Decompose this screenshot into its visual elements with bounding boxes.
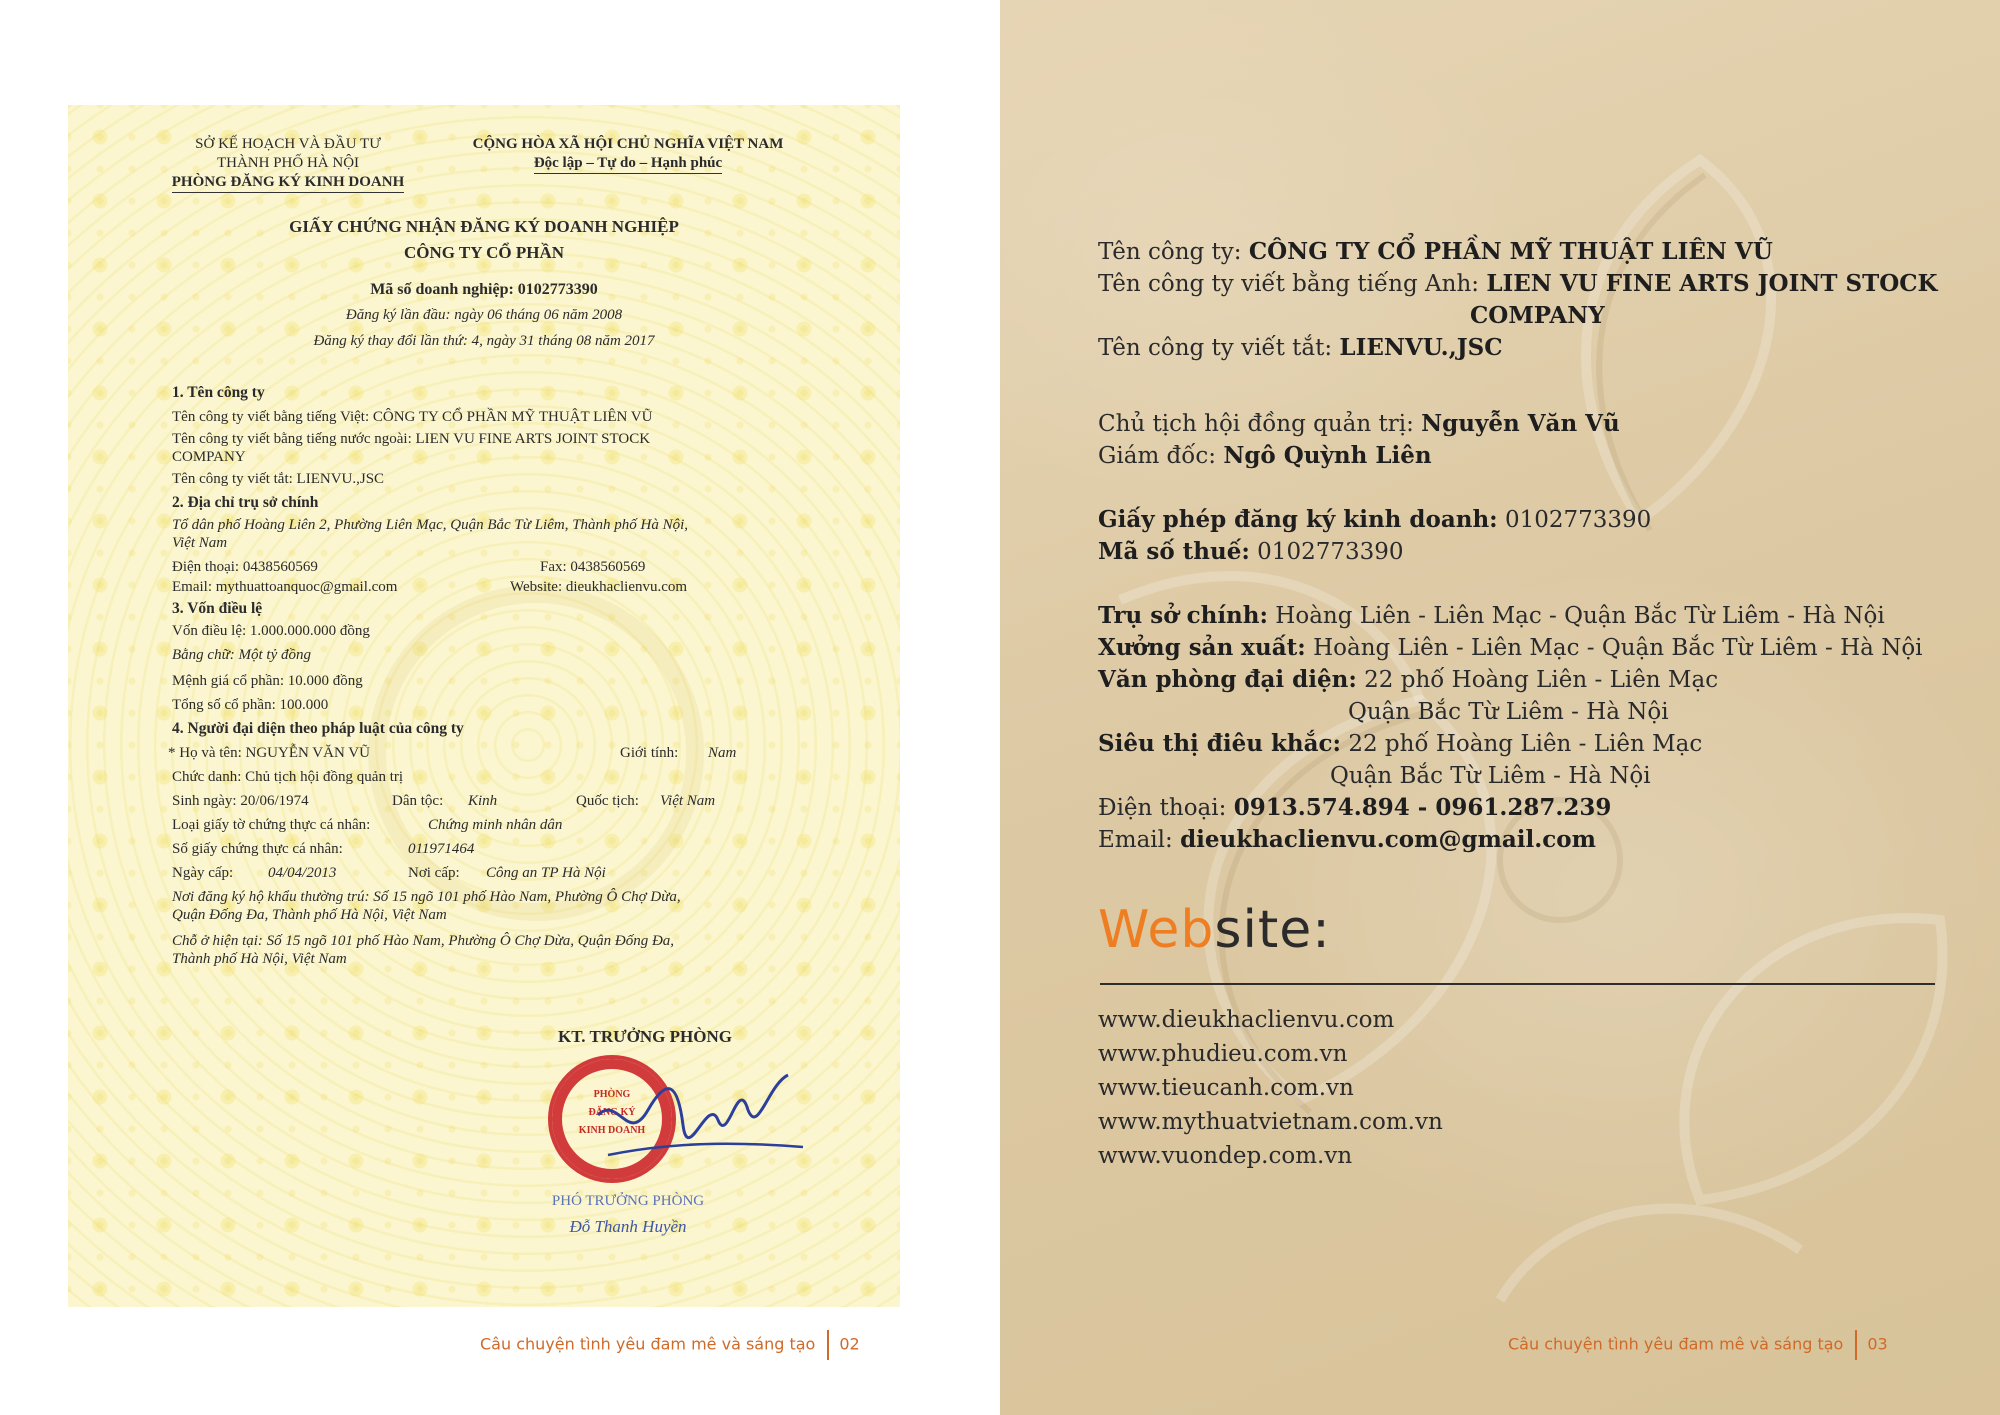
nationality-label: Quốc tịch: xyxy=(576,793,639,809)
tax-row xyxy=(1098,536,1404,568)
first-registration: Đăng ký lần đầu: ngày 06 tháng 06 năm 2008 xyxy=(345,307,623,323)
issue-date-label: Ngày cấp: xyxy=(172,865,234,881)
company-en-label: Tên công ty viết bằng tiếng Anh: xyxy=(1098,271,1480,297)
fax-line: Fax: 0438560569 xyxy=(540,559,646,575)
representative-name: * Họ và tên: NGUYỄN VĂN VŨ xyxy=(168,745,370,761)
issuer-header xyxy=(158,135,418,193)
headquarters-row xyxy=(1098,600,1885,632)
office-address-1: 22 phố Hoàng Liên - Liên Mạc xyxy=(1364,667,1719,693)
phone-line: Điện thoại: 0438560569 xyxy=(172,559,318,575)
office-address-2: Quận Bắc Từ Liêm - Hà Nội xyxy=(1348,699,1669,725)
headquarters-label: Trụ sở chính: xyxy=(1098,602,1268,629)
id-number-value: 011971464 xyxy=(408,841,475,857)
enterprise-code: Mã số doanh nghiệp: 0102773390 xyxy=(370,281,598,298)
website-links xyxy=(1098,1003,1443,1173)
national-motto: Độc lập – Tự do – Hạnh phúc xyxy=(534,154,722,174)
director-label: Giám đốc: xyxy=(1098,443,1216,469)
chairman-row xyxy=(1098,408,1620,440)
store-address-1: 22 phố Hoàng Liên - Liên Mạc xyxy=(1348,731,1703,757)
footer-tagline: Câu chuyện tình yêu đam mê và sáng tạo xyxy=(480,1334,816,1354)
page-number: 03 xyxy=(1867,1334,1888,1354)
company-name-foreign-2: COMPANY xyxy=(172,449,246,465)
website-link[interactable]: www.mythuatvietnam.com.vn xyxy=(1098,1109,1443,1135)
director-name: Ngô Quỳnh Liên xyxy=(1223,442,1432,469)
website-heading-web: Web xyxy=(1098,900,1215,960)
director-row xyxy=(1098,440,1432,472)
signer-name: Đỗ Thanh Huyền xyxy=(569,1217,687,1236)
office-row-2 xyxy=(1348,696,1669,728)
company-name-vn: Tên công ty viết bằng tiếng Việt: CÔNG TY CỔ PHẦN MỸ THUẬT LIÊN VŨ xyxy=(172,409,653,425)
handwritten-signature xyxy=(588,1055,808,1165)
website-link[interactable]: www.vuondep.com.vn xyxy=(1098,1143,1353,1169)
section-3-title: 3. Vốn điều lệ xyxy=(172,600,263,617)
company-en-row xyxy=(1098,268,1938,300)
change-registration: Đăng ký thay đổi lần thứ: 4, ngày 31 tháng 08 năm 2017 xyxy=(313,333,655,349)
company-abbr-row xyxy=(1098,332,1503,364)
position-line: Chức danh: Chủ tịch hội đồng quản trị xyxy=(172,769,404,785)
footer-right xyxy=(1508,1330,1888,1360)
nationality-value: Việt Nam xyxy=(660,793,716,809)
permanent-address-2: Quận Đống Đa, Thành phố Hà Nội, Việt Nam xyxy=(172,907,447,923)
store-row xyxy=(1098,728,1702,760)
phone-numbers: 0913.574.894 - 0961.287.239 xyxy=(1233,794,1612,821)
certificate-title: GIẤY CHỨNG NHẬN ĐĂNG KÝ DOANH NGHIỆP xyxy=(289,217,679,236)
section-2-title: 2. Địa chỉ trụ sở chính xyxy=(172,494,319,511)
gender-value: Nam xyxy=(708,745,737,761)
issue-date-value: 04/04/2013 xyxy=(268,865,337,881)
birth-line: Sinh ngày: 20/06/1974 xyxy=(172,793,309,809)
company-en-name-2: COMPANY xyxy=(1470,302,1605,329)
company-en-name-1: LIEN VU FINE ARTS JOINT STOCK xyxy=(1486,270,1938,297)
website-link[interactable]: www.dieukhaclienvu.com xyxy=(1098,1007,1395,1033)
capital-in-words: Bằng chữ: Một tỷ đồng xyxy=(172,647,311,663)
address-line-1: Tổ dân phố Hoàng Liên 2, Phường Liên Mạc, Quận Bắc Từ Liêm, Thành phố Hà Nội, xyxy=(172,517,689,533)
business-registration-certificate xyxy=(68,105,900,1307)
email-row xyxy=(1098,824,1596,856)
workshop-row xyxy=(1098,632,1923,664)
website-link[interactable]: www.tieucanh.com.vn xyxy=(1098,1075,1354,1101)
current-address-2: Thành phố Hà Nội, Việt Nam xyxy=(172,951,347,967)
company-abbr: LIENVU.,JSC xyxy=(1339,334,1503,361)
license-number: 0102773390 xyxy=(1504,507,1652,533)
national-header xyxy=(458,135,798,174)
company-name-foreign-1: Tên công ty viết bằng tiếng nước ngoài: LIEN VU FINE ARTS JOINT STOCK xyxy=(172,431,651,447)
website-divider xyxy=(1100,983,1935,985)
section-4-title: 4. Người đại diện theo pháp luật của công ty xyxy=(172,720,464,737)
id-number-label: Số giấy chứng thực cá nhân: xyxy=(172,841,343,857)
email-line: Email: mythuattoanquoc@gmail.com xyxy=(172,579,398,595)
footer-tagline: Câu chuyện tình yêu đam mê và sáng tạo xyxy=(1508,1334,1844,1354)
website-heading-site: site: xyxy=(1214,900,1331,960)
footer-divider xyxy=(827,1330,829,1360)
charter-capital: Vốn điều lệ: 1.000.000.000 đồng xyxy=(172,623,370,639)
store-address-2: Quận Bắc Từ Liêm - Hà Nội xyxy=(1330,763,1651,789)
issue-place-label: Nơi cấp: xyxy=(408,865,460,881)
phone-row xyxy=(1098,792,1611,824)
ethnic-value: Kinh xyxy=(468,793,498,809)
tax-number: 0102773390 xyxy=(1257,539,1404,565)
chairman-label: Chủ tịch hội đồng quản trị: xyxy=(1098,411,1414,437)
company-en-row-2 xyxy=(1470,300,1605,332)
license-label: Giấy phép đăng ký kinh doanh: xyxy=(1098,506,1498,533)
footer-left xyxy=(480,1330,860,1360)
issue-place-value: Công an TP Hà Nội xyxy=(486,865,606,881)
stamp-text-1: PHÒNG xyxy=(593,1089,631,1100)
national-title: CỘNG HÒA XÃ HỘI CHỦ NGHĨA VIỆT NAM xyxy=(472,136,784,152)
workshop-label: Xưởng sản xuất: xyxy=(1098,634,1306,661)
issuer-line-2: THÀNH PHỐ HÀ NỘI xyxy=(216,155,360,171)
total-shares: Tổng số cổ phần: 100.000 xyxy=(172,697,329,713)
website-link[interactable]: www.phudieu.com.vn xyxy=(1098,1041,1348,1067)
tax-label: Mã số thuế: xyxy=(1098,538,1250,565)
company-name-label: Tên công ty: xyxy=(1098,239,1242,265)
stamp-text-3: KINH DOANH xyxy=(578,1125,646,1136)
certificate-subtitle: CÔNG TY CỔ PHẦN xyxy=(403,243,565,262)
store-label: Siêu thị điêu khắc: xyxy=(1098,730,1342,757)
issuer-line-1: SỞ KẾ HOẠCH VÀ ĐẦU TƯ xyxy=(195,136,381,152)
gender-label: Giới tính: xyxy=(620,745,679,761)
headquarters-address: Hoàng Liên - Liên Mạc - Quận Bắc Từ Liêm - Hà Nội xyxy=(1275,603,1885,629)
signer-title: KT. TRƯỞNG PHÒNG xyxy=(558,1027,732,1046)
email-address: dieukhaclienvu.com@gmail.com xyxy=(1180,826,1596,853)
website-heading xyxy=(1098,900,1331,960)
section-1-title: 1. Tên công ty xyxy=(172,384,265,401)
footer-divider xyxy=(1855,1330,1857,1360)
id-type-label: Loại giấy tờ chứng thực cá nhân: xyxy=(172,817,371,833)
company-name: CÔNG TY CỔ PHẦN MỸ THUẬT LIÊN VŨ xyxy=(1248,238,1773,265)
email-label: Email: xyxy=(1098,827,1173,853)
stamp-text-2: ĐĂNG KÝ xyxy=(588,1107,636,1118)
store-row-2 xyxy=(1330,760,1651,792)
page-number: 02 xyxy=(839,1334,860,1354)
phone-label: Điện thoại: xyxy=(1098,795,1227,821)
address-line-2: Việt Nam xyxy=(172,535,228,551)
company-name-row xyxy=(1098,236,1773,268)
id-type-value: Chứng minh nhân dân xyxy=(428,817,563,833)
signer-position: PHÓ TRƯỞNG PHÒNG xyxy=(551,1193,705,1209)
company-abbr-label: Tên công ty viết tắt: xyxy=(1098,335,1333,361)
ethnic-label: Dân tộc: xyxy=(392,793,444,809)
issuer-line-3: PHÒNG ĐĂNG KÝ KINH DOANH xyxy=(172,173,405,193)
website-line: Website: dieukhaclienvu.com xyxy=(510,579,688,595)
office-row xyxy=(1098,664,1718,696)
chairman-name: Nguyễn Văn Vũ xyxy=(1421,410,1620,437)
workshop-address: Hoàng Liên - Liên Mạc - Quận Bắc Từ Liêm - Hà Nội xyxy=(1313,635,1923,661)
share-par-value: Mệnh giá cổ phần: 10.000 đồng xyxy=(172,673,363,689)
permanent-address-1: Nơi đăng ký hộ khẩu thường trú: Số 15 ngõ 101 phố Hào Nam, Phường Ô Chợ Dừa, xyxy=(172,889,681,905)
license-row xyxy=(1098,504,1651,536)
company-abbr: Tên công ty viết tắt: LIENVU.,JSC xyxy=(172,471,385,487)
current-address-1: Chỗ ở hiện tại: Số 15 ngõ 101 phố Hào Nam, Phường Ô Chợ Dừa, Quận Đống Đa, xyxy=(172,933,675,949)
right-page xyxy=(1000,0,2000,1415)
office-label: Văn phòng đại diện: xyxy=(1098,666,1357,693)
